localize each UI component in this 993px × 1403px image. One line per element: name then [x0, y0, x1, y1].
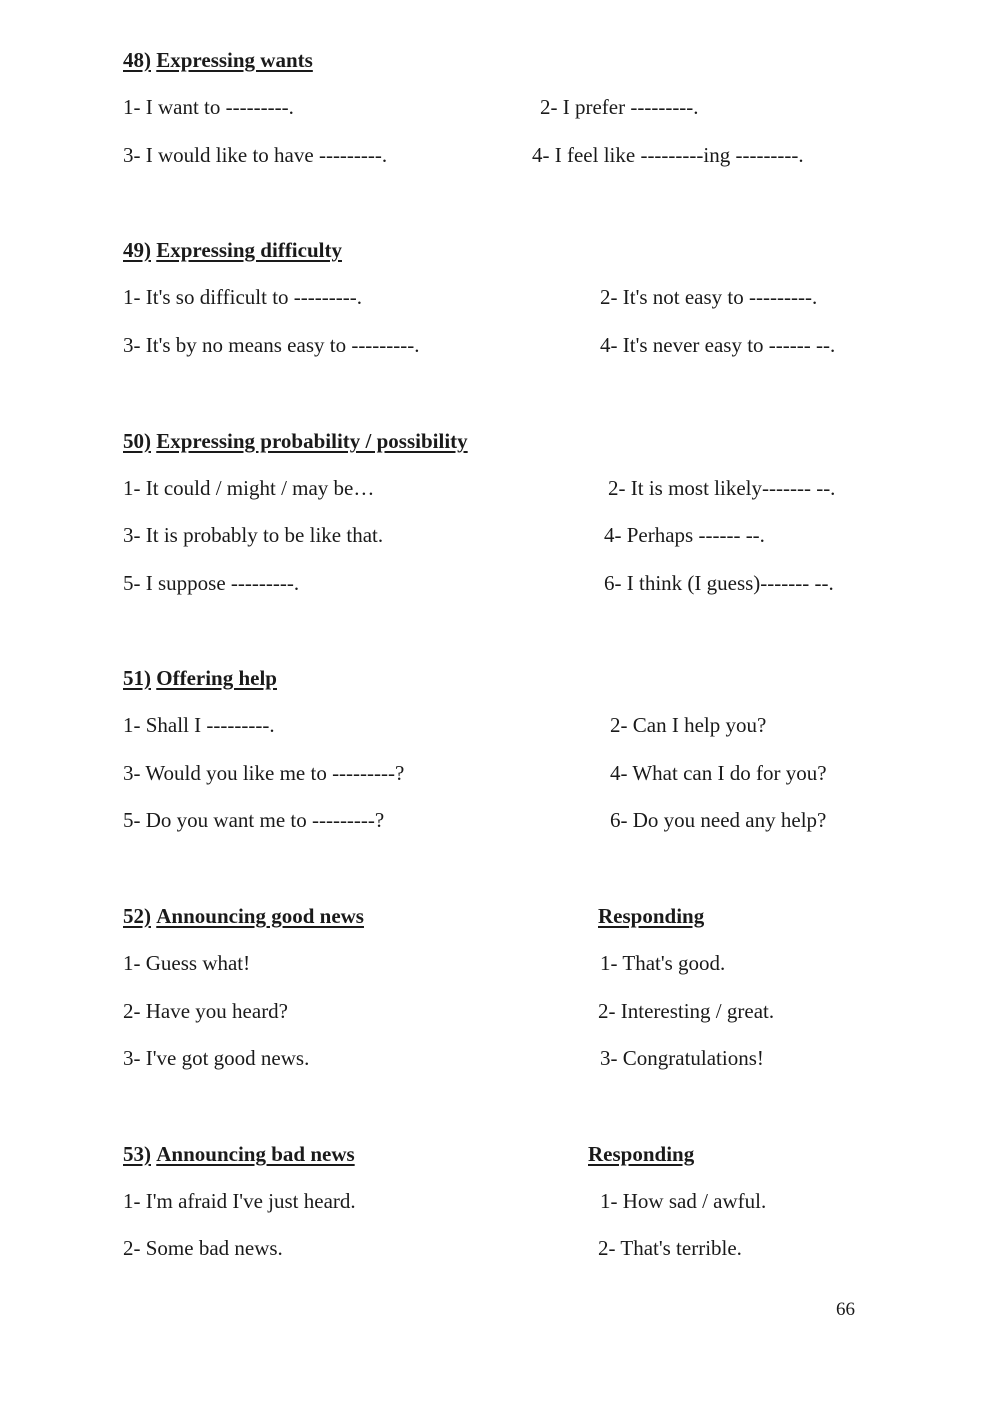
responding-heading: Responding [598, 904, 705, 928]
section-48-item: 3- I would like to have ---------. [123, 143, 388, 167]
section-52-item: 3- I've got good news. [123, 1046, 310, 1070]
section-53-response: 1- How sad / awful. [600, 1189, 767, 1213]
section-51-item: 2- Can I help you? [610, 713, 767, 737]
section-title: Expressing wants [156, 48, 313, 72]
section-48-item: 4- I feel like ---------ing ---------. [532, 143, 804, 167]
section-50-item: 1- It could / might / may be… [123, 476, 375, 500]
section-51-item: 5- Do you want me to ---------? [123, 808, 385, 832]
section-50-item: 4- Perhaps ------ --. [604, 523, 765, 547]
section-title: Expressing difficulty [156, 238, 342, 262]
section-48-item: 1- I want to ---------. [123, 95, 294, 119]
section-title: Expressing probability / possibility [156, 429, 468, 453]
section-50-item: 3- It is probably to be like that. [123, 523, 384, 547]
section-number: 50) [123, 429, 151, 453]
section-49-item: 1- It's so difficult to ---------. [123, 285, 362, 309]
section-50-item: 5- I suppose ---------. [123, 571, 300, 595]
section-50-heading [123, 429, 468, 453]
section-50-item: 2- It is most likely------- --. [608, 476, 836, 500]
section-52-heading [123, 904, 364, 928]
section-51-item: 1- Shall I ---------. [123, 713, 275, 737]
section-53-heading [123, 1142, 355, 1166]
section-51-item: 4- What can I do for you? [610, 761, 827, 785]
section-52-response: 1- That's good. [600, 951, 726, 975]
section-52-response: 3- Congratulations! [600, 1046, 764, 1070]
section-number: 51) [123, 666, 151, 690]
section-53-item: 2- Some bad news. [123, 1236, 283, 1260]
section-51-item: 3- Would you like me to ---------? [123, 761, 405, 785]
section-52-item: 1- Guess what! [123, 951, 251, 975]
section-number: 53) [123, 1142, 151, 1166]
section-title: Announcing bad news [156, 1142, 355, 1166]
responding-heading: Responding [588, 1142, 695, 1166]
section-53-item: 1- I'm afraid I've just heard. [123, 1189, 356, 1213]
section-49-item: 4- It's never easy to ------ --. [600, 333, 836, 357]
section-50-item: 6- I think (I guess)------- --. [604, 571, 834, 595]
section-49-item: 2- It's not easy to ---------. [600, 285, 818, 309]
page-number: 66 [836, 1299, 855, 1320]
section-title: Announcing good news [156, 904, 364, 928]
section-title: Offering help [156, 666, 277, 690]
section-51-item: 6- Do you need any help? [610, 808, 827, 832]
section-number: 52) [123, 904, 151, 928]
section-52-item: 2- Have you heard? [123, 999, 289, 1023]
section-48-heading [123, 48, 313, 72]
section-49-heading [123, 238, 342, 262]
section-number: 49) [123, 238, 151, 262]
section-52-response: 2- Interesting / great. [598, 999, 775, 1023]
section-51-heading [123, 666, 277, 690]
section-48-item: 2- I prefer ---------. [540, 95, 699, 119]
section-49-item: 3- It's by no means easy to ---------. [123, 333, 420, 357]
section-53-response: 2- That's terrible. [598, 1236, 742, 1260]
section-number: 48) [123, 48, 151, 72]
